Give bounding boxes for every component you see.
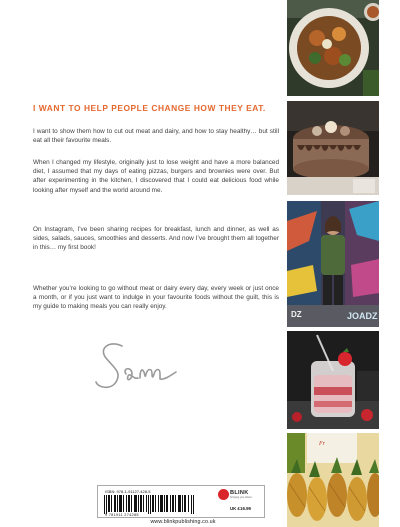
paragraph-lifestyle: When I changed my lifestyle, originally just to lose weight and have a more balanced diet, I assumed that my days of eating pizzas, burgers and brownies were over. But after experimenting in the kitchen, I discovered that I could eat delicious food while looking after myself and the world around me. xyxy=(33,159,279,194)
photo-pineapples xyxy=(287,433,379,527)
price-label: UK £16.99 xyxy=(230,506,251,511)
photo-strawberry-smoothie xyxy=(287,331,379,429)
paragraph-guide: Whether you’re looking to go without meat or dairy every day, every week or just once a month, or if you just want to indulge in your favourite foods without the guilt, this is my guide to making meals you can really enjoy. xyxy=(33,285,279,311)
publisher-tagline: bringing you closer xyxy=(230,496,252,499)
barcode-bars xyxy=(104,495,196,514)
barcode-digits: 9 781911 274285 xyxy=(105,513,139,517)
photo-strip xyxy=(280,0,400,527)
author-signature xyxy=(92,338,182,396)
blink-logo-icon xyxy=(218,489,229,500)
svg-text:Fr: Fr xyxy=(319,441,325,447)
publisher-url: www.blinkpublishing.co.uk xyxy=(150,519,216,525)
photo-cake xyxy=(287,101,379,195)
photo-author-graffiti xyxy=(287,201,379,327)
isbn-number: ISBN: 978-1-91127-428-5 xyxy=(105,489,151,494)
publisher-name: BLINK xyxy=(230,490,249,496)
headline: I WANT TO HELP PEOPLE CHANGE HOW THEY EAT. xyxy=(33,103,266,113)
barcode-panel xyxy=(97,485,265,518)
paragraph-instagram: On Instagram, I’ve been sharing recipes for breakfast, lunch and dinner, as well as sides, salads, sauces, smoothies and desserts. And now I’ve brought them all together in this… my first book! xyxy=(33,226,279,252)
svg-text:JOADZ: JOADZ xyxy=(347,311,378,321)
photo-vegetable-bowl xyxy=(287,0,379,96)
svg-text:DZ: DZ xyxy=(291,310,302,319)
paragraph-intro: I want to show them how to cut out meat and dairy, and how to stay healthy… but still eat all their favourite meals. xyxy=(33,128,279,145)
